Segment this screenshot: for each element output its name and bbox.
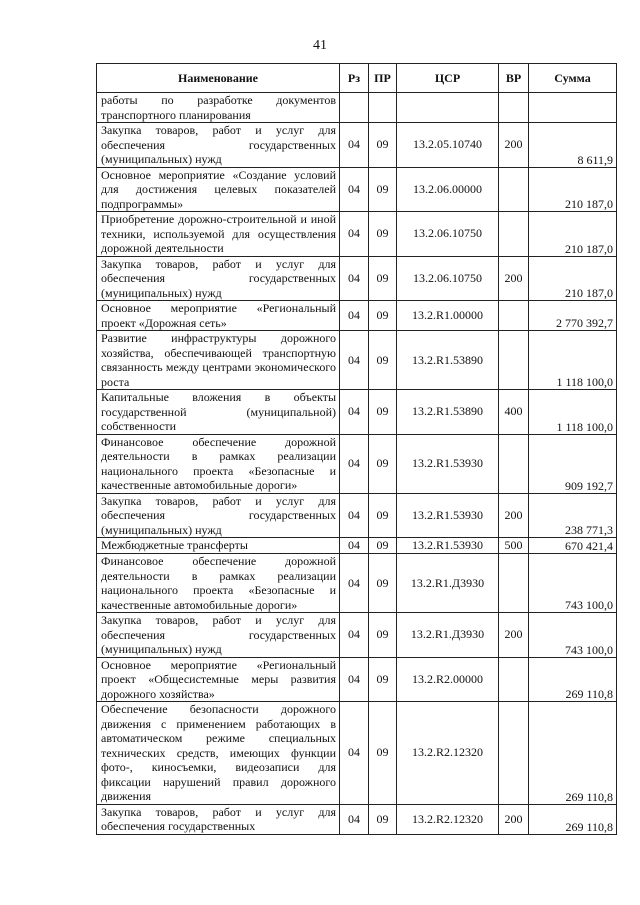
row-pr: 09 — [369, 804, 397, 834]
row-rz: 04 — [340, 434, 369, 493]
table-row — [97, 390, 617, 435]
row-csr: 13.2.R1.53930 — [397, 538, 499, 554]
row-sum — [529, 93, 617, 123]
table-row — [97, 212, 617, 257]
row-csr: 13.2.R1.53930 — [397, 493, 499, 538]
row-name: Закупка товаров, работ и услуг для обеспечения государственных (муниципальных) нужд — [97, 613, 340, 658]
header-pr: ПР — [369, 64, 397, 93]
row-vr: 200 — [499, 256, 529, 301]
budget-table — [96, 63, 617, 835]
row-sum: 743 100,0 — [529, 554, 617, 613]
row-name: Капитальные вложения в объекты государственной (муниципальной) собственности — [97, 390, 340, 435]
page-number: 41 — [313, 38, 327, 53]
row-vr: 200 — [499, 613, 529, 658]
row-csr: 13.2.R1.53930 — [397, 434, 499, 493]
row-csr: 13.2.06.10750 — [397, 256, 499, 301]
row-vr — [499, 657, 529, 702]
table-row — [97, 493, 617, 538]
row-rz: 04 — [340, 538, 369, 554]
header-sum: Сумма — [529, 64, 617, 93]
row-name: Закупка товаров, работ и услуг для обеспечения государственных (муниципальных) нужд — [97, 493, 340, 538]
row-pr: 09 — [369, 331, 397, 390]
row-pr: 09 — [369, 390, 397, 435]
table-row — [97, 331, 617, 390]
row-csr: 13.2.R2.12320 — [397, 804, 499, 834]
row-pr: 09 — [369, 123, 397, 168]
row-vr — [499, 434, 529, 493]
row-vr: 200 — [499, 123, 529, 168]
row-rz: 04 — [340, 554, 369, 613]
row-rz: 04 — [340, 167, 369, 212]
table-row — [97, 554, 617, 613]
row-rz: 04 — [340, 613, 369, 658]
row-pr: 09 — [369, 554, 397, 613]
row-csr: 13.2.06.10750 — [397, 212, 499, 257]
row-name: Основное мероприятие «Создание условий для достижения целевых показателей подпрограммы» — [97, 167, 340, 212]
row-vr: 200 — [499, 493, 529, 538]
row-rz: 04 — [340, 390, 369, 435]
row-rz: 04 — [340, 657, 369, 702]
row-sum: 210 187,0 — [529, 167, 617, 212]
table-row — [97, 301, 617, 331]
row-pr: 09 — [369, 702, 397, 805]
row-sum: 210 187,0 — [529, 212, 617, 257]
header-csr: ЦСР — [397, 64, 499, 93]
row-vr: 500 — [499, 538, 529, 554]
table-row — [97, 538, 617, 554]
row-rz: 04 — [340, 212, 369, 257]
row-name: Закупка товаров, работ и услуг для обеспечения государственных (муниципальных) нужд — [97, 123, 340, 168]
row-csr: 13.2.R1.00000 — [397, 301, 499, 331]
table-row — [97, 93, 617, 123]
row-vr — [499, 301, 529, 331]
row-name: Закупка товаров, работ и услуг для обеспечения государственных (муниципальных) нужд — [97, 256, 340, 301]
table-body — [97, 93, 617, 835]
table-row — [97, 434, 617, 493]
row-vr — [499, 212, 529, 257]
row-name: Межбюджетные трансферты — [97, 538, 340, 554]
row-sum: 2 770 392,7 — [529, 301, 617, 331]
row-pr: 09 — [369, 493, 397, 538]
row-pr: 09 — [369, 613, 397, 658]
row-sum: 269 110,8 — [529, 657, 617, 702]
row-rz: 04 — [340, 301, 369, 331]
table-row — [97, 256, 617, 301]
row-name: Основное мероприятие «Региональный проект «Дорожная сеть» — [97, 301, 340, 331]
row-vr: 400 — [499, 390, 529, 435]
row-name: Развитие инфраструктуры дорожного хозяйства, обеспечивающей транспортную связанность между центрами экономического роста — [97, 331, 340, 390]
row-name: Финансовое обеспечение дорожной деятельности в рамках реализации национального проекта «Безопасные и качественные автомобильные дороги» — [97, 434, 340, 493]
row-sum: 210 187,0 — [529, 256, 617, 301]
row-rz: 04 — [340, 331, 369, 390]
row-pr: 09 — [369, 212, 397, 257]
row-vr — [499, 167, 529, 212]
row-name: Финансовое обеспечение дорожной деятельности в рамках реализации национального проекта «Безопасные и качественные автомобильные дороги» — [97, 554, 340, 613]
row-pr: 09 — [369, 301, 397, 331]
table-row — [97, 123, 617, 168]
table-row — [97, 804, 617, 834]
row-name: Приобретение дорожно-строительной и иной техники, используемой для осуществления дорожной деятельности — [97, 212, 340, 257]
row-pr — [369, 93, 397, 123]
row-rz — [340, 93, 369, 123]
row-name: работы по разработке документов транспортного планирования — [97, 93, 340, 123]
table-row — [97, 167, 617, 212]
row-pr: 09 — [369, 434, 397, 493]
table-row — [97, 702, 617, 805]
row-csr: 13.2.06.00000 — [397, 167, 499, 212]
row-csr: 13.2.R1.53890 — [397, 390, 499, 435]
row-sum: 909 192,7 — [529, 434, 617, 493]
row-vr: 200 — [499, 804, 529, 834]
row-rz: 04 — [340, 804, 369, 834]
row-pr: 09 — [369, 256, 397, 301]
row-csr: 13.2.R1.Д3930 — [397, 554, 499, 613]
row-vr — [499, 702, 529, 805]
header-name: Наименование — [97, 64, 340, 93]
table-row — [97, 657, 617, 702]
row-sum: 269 110,8 — [529, 804, 617, 834]
row-rz: 04 — [340, 493, 369, 538]
row-sum: 8 611,9 — [529, 123, 617, 168]
row-sum: 1 118 100,0 — [529, 390, 617, 435]
row-sum: 743 100,0 — [529, 613, 617, 658]
row-sum: 269 110,8 — [529, 702, 617, 805]
row-sum: 238 771,3 — [529, 493, 617, 538]
row-name: Закупка товаров, работ и услуг для обеспечения государственных — [97, 804, 340, 834]
row-csr — [397, 93, 499, 123]
row-csr: 13.2.R2.12320 — [397, 702, 499, 805]
row-csr: 13.2.R2.00000 — [397, 657, 499, 702]
header-vr: ВР — [499, 64, 529, 93]
row-rz: 04 — [340, 123, 369, 168]
row-csr: 13.2.R1.Д3930 — [397, 613, 499, 658]
row-csr: 13.2.05.10740 — [397, 123, 499, 168]
row-pr: 09 — [369, 538, 397, 554]
row-rz: 04 — [340, 702, 369, 805]
row-csr: 13.2.R1.53890 — [397, 331, 499, 390]
table-row — [97, 613, 617, 658]
row-rz: 04 — [340, 256, 369, 301]
row-vr — [499, 554, 529, 613]
row-vr — [499, 331, 529, 390]
row-vr — [499, 93, 529, 123]
row-pr: 09 — [369, 657, 397, 702]
header-rz: Рз — [340, 64, 369, 93]
row-name: Обеспечение безопасности дорожного движения с применением работающих в автоматическом режиме специальных технических средств, имеющих функции фото-, киносъемки, видеозаписи для фиксации нарушений правил дорожного движения — [97, 702, 340, 805]
row-sum: 670 421,4 — [529, 538, 617, 554]
row-name: Основное мероприятие «Региональный проект «Общесистемные меры развития дорожного хозяйства» — [97, 657, 340, 702]
table-header-row — [97, 64, 617, 93]
row-pr: 09 — [369, 167, 397, 212]
row-sum: 1 118 100,0 — [529, 331, 617, 390]
